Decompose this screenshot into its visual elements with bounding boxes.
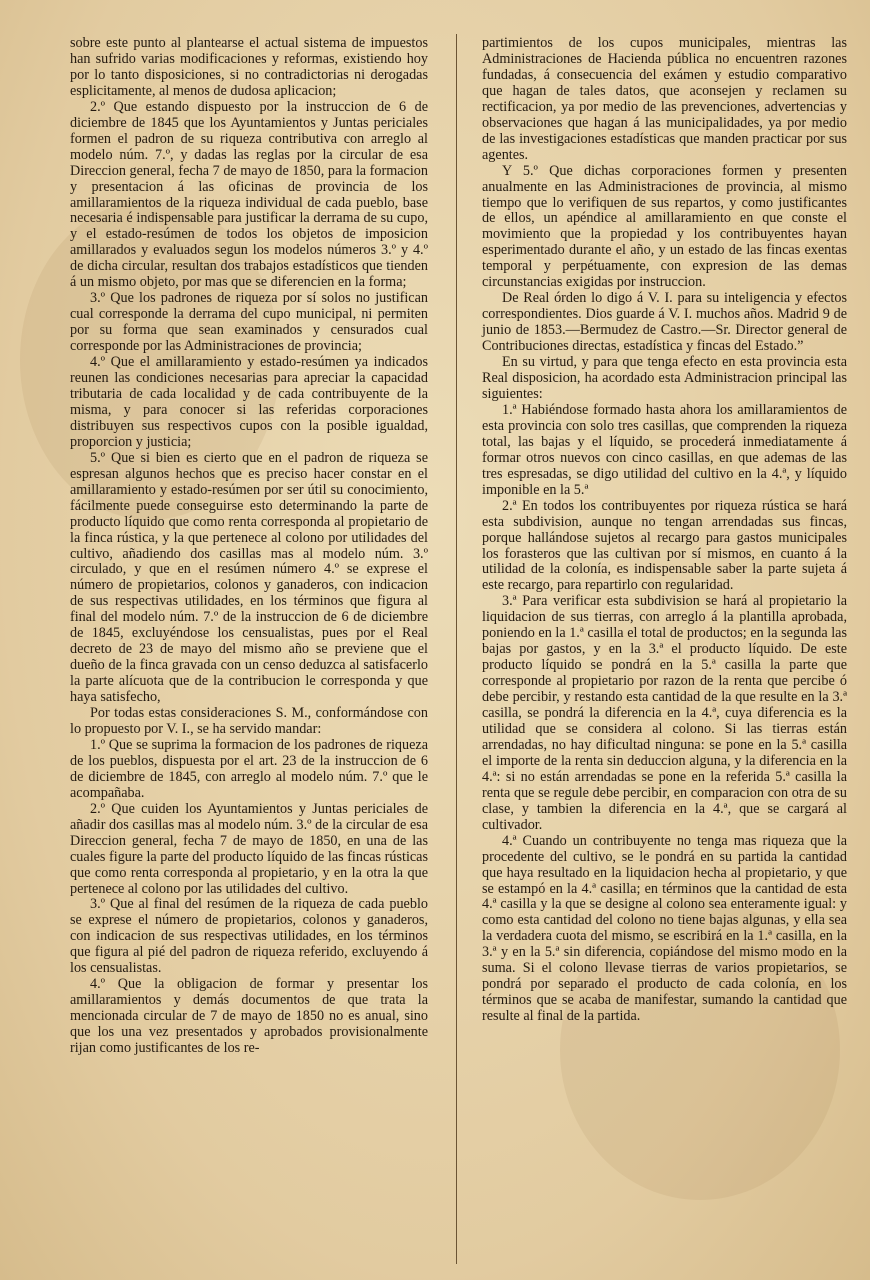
paragraph: De Real órden lo digo á V. I. para su inteligencia y efectos correspondientes. Dios guarde á V. I. muchos años. Madrid 9 de junio de 1853.—Bermudez de Castro.—Sr. Director general de Contribuciones directas, estadística y fincas del Estado.” — [482, 290, 847, 355]
left-column — [70, 36, 428, 1057]
paragraph: sobre este punto al plantearse el actual sistema de impuestos han sufrido varias modificaciones y reformas, existiendo hoy por lo tanto disposiciones, si no contradictorias ni derogadas esplicitamente, al menos de dudosa aplicacion; — [70, 35, 428, 99]
column-divider — [456, 34, 457, 1264]
paragraph: En su virtud, y para que tenga efecto en esta provincia esta Real disposicion, ha acordado esta Administracion principal las siguientes: — [482, 354, 847, 402]
paragraph: 2.ª En todos los contribuyentes por riqueza rústica se hará esta subdivision, aunque no tengan arrendadas sus fincas, porque hallándose sujetos al recargo para gastos municipales los forasteros que las cultivan por sí mismos, en cuanto á la utilidad de la colonía, es indispensable saber la parte sujeta á este recargo, para repartirlo con regularidad. — [482, 497, 847, 594]
paragraph: 3.º Que los padrones de riqueza por sí solos no justifican cual corresponde la derrama del cupo municipal, ni permiten por su forma que sean examinados y censurados cual corresponde por las Administraciones de provincia; — [70, 290, 428, 355]
paragraph: 4.º Que el amillaramiento y estado-resúmen ya indicados reunen las condiciones necesarias para apreciar la capacidad tributaria de cada localidad y de cada contribuyente de la misma, y para conocer si las referidas corporaciones distribuyen sus respectivos cupos con la posible igualdad, proporcion y justicia; — [70, 354, 428, 450]
paragraph: 3.º Que al final del resúmen de la riqueza de cada pueblo se exprese el número de propietarios, colonos y ganaderos, con indicacion de sus respectivas utilidades, en los términos que figura al pié del padron de riqueza referido, excluyendo á los censualistas. — [70, 896, 428, 977]
paragraph: 4.º Que la obligacion de formar y presentar los amillaramientos y demás documentos de que trata la mencionada circular de 7 de mayo de 1850 no es anual, sino que los una vez presentados y aprobados provisionalmente rijan como justificantes de los re- — [70, 976, 428, 1057]
right-column — [482, 36, 847, 1025]
paragraph: 2.º Que cuiden los Ayuntamientos y Juntas periciales de añadir dos casillas mas al modelo núm. 3.º de la circular de esa Direccion general, fecha 7 de mayo de 1850, en una de las cuales figure la parte del producto líquido de las fincas rústicas que como renta corresponda al propietario, y en la otra la que pertenece al colono por las utilidades del cultivo. — [70, 800, 428, 897]
paragraph: 3.ª Para verificar esta subdivision se hará al propietario la liquidacion de sus tierras, con arreglo á la plantilla aprobada, poniendo en la 1.ª casilla el total de productos; en la segunda las bajas por gastos, y en la 3.ª el producto líquido. De este producto líquido se pondrá en la 5.ª casilla la parte que corresponde al propietario por razon de la renta que percibe ó debe percibir, y restando esta cantidad de la que resulte en la 3.ª casilla, se pondrá la diferencia en la 4.ª, cuya diferencia es la utilidad que se considera al colono. Si las tierras están arrendadas, no hay dificultad ninguna: se pone en la 5.ª casilla el importe de la renta sin deduccion alguna, y la diferencia en la 4.ª: si no están arrendadas se pone en la referida 5.ª casilla la renta que se regule debe percibir, en comparacion con otra de su clase, y tambien la diferencia en la 4.ª, que se cargará al cultivador. — [482, 593, 847, 833]
paragraph: partimientos de los cupos municipales, mientras las Administraciones de Hacienda pública no encuentren razones fundadas, á consecuencia del exámen y estudio comparativo que hagan de tales datos, que aconsejen y reclamen su rectificacion, ya por medio de las prevenciones, advertencias y observaciones que hagan á las municipalidades, ya por medio de las investigaciones estadísticas que manden practicar por sus agentes. — [482, 35, 847, 163]
paragraph: 1.º Que se suprima la formacion de los padrones de riqueza de los pueblos, dispuesta por el art. 23 de la instruccion de 6 de diciembre de 1845, con arreglo al modelo núm. 7.º que le acompañaba. — [70, 736, 428, 801]
paragraph: 4.ª Cuando un contribuyente no tenga mas riqueza que la procedente del cultivo, se le pondrá en su partida la cantidad que haya resultado en la liquidacion hecha al propietario, y que se estampó en la 4.ª casilla; en términos que la cantidad de esta 4.ª casilla y la que se designe al colono sea enteramente igual: y como esta cantidad del colono no tiene bajas algunas, y ella sea la verdadera cuota del mismo, se escribirá en la 1.ª casilla, en la 3.ª y en la 5.ª sin diferencia, copiándose del mismo modo en la suma. Si el colono llevase tierras de varios propietarios, se pondrá por separado el producto de cada colonía, en los términos que se acaba de manifestar, sumando la cantidad que resulte al final de la partida. — [482, 832, 847, 1025]
paragraph: 1.ª Habiéndose formado hasta ahora los amillaramientos de esta provincia con solo tres casillas, que comprenden la riqueza total, las bajas y el líquido, se procederá inmediatamente á formar otros nuevos con cinco casillas, en que ademas de las tres espresadas, se digo utilidad del cultivo en la 4.ª, y líquido imponible en la 5.ª — [482, 401, 847, 498]
paragraph: 2.º Que estando dispuesto por la instruccion de 6 de diciembre de 1845 que los Ayuntamientos y Juntas periciales formen el padron de su riqueza contributiva con arreglo al modelo núm. 7.º, y dadas las reglas por la circular de esa Direccion general, fecha 7 de mayo de 1850, para la formacion y presentacion á las oficinas de provincia de los amillaramientos de la riqueza individual de cada pueblo, base necesaria é indispensable para justificar la derrama de su cupo, y el estado-resúmen de todos los objetos de imposicion amillarados y evaluados segun los modelos números 3.º y 4.º de dicha circular, resultan dos trabajos estadísticos que tienden á un mismo objeto, por mas que se diferencien en la forma; — [70, 98, 428, 291]
paragraph: 5.º Que si bien es cierto que en el padron de riqueza se espresan algunos hechos que es preciso hacer constar en el amillaramiento y estado-resúmen por ser útil su conocimiento, fácilmente puede conseguirse esto determinando la parte de producto líquido que como renta corresponda al propietario de la finca rústica, y la que pertenece al colono por utilidades del cultivo, añadiendo dos casillas mas al modelo núm. 3.º circulado, y que en el resúmen número 4.º se exprese el número de propietarios, colonos y ganaderos, con indicacion de sus respectivas utilidades, en los términos que figura al final del modelo núm. 7.º de la instruccion de 6 de diciembre de 1845, excluyéndose los censualistas, pues por el Real decreto de 23 de mayo del mismo año se previene que el dueño de la finca gravada con un censo deduzca al satisfacerlo la parte alícuota que de la contribucion le corresponda y que haya satisfecho, — [70, 449, 428, 706]
paragraph: Y 5.º Que dichas corporaciones formen y presenten anualmente en las Administraciones de provincia, al mismo tiempo que lo verifiquen de sus repartos, y como justificantes de ellos, un apéndice al amillaramiento en que conste el movimiento que la propiedad y los contribuyentes hayan esperimentado durante el año, y un estado de las fincas exentas temporal y perpétuamente, con expresion de las demas circunstancias exigidas por instruccion. — [482, 162, 847, 291]
paragraph: Por todas estas consideraciones S. M., conformándose con lo propuesto por V. I., se ha servido mandar: — [70, 705, 428, 737]
